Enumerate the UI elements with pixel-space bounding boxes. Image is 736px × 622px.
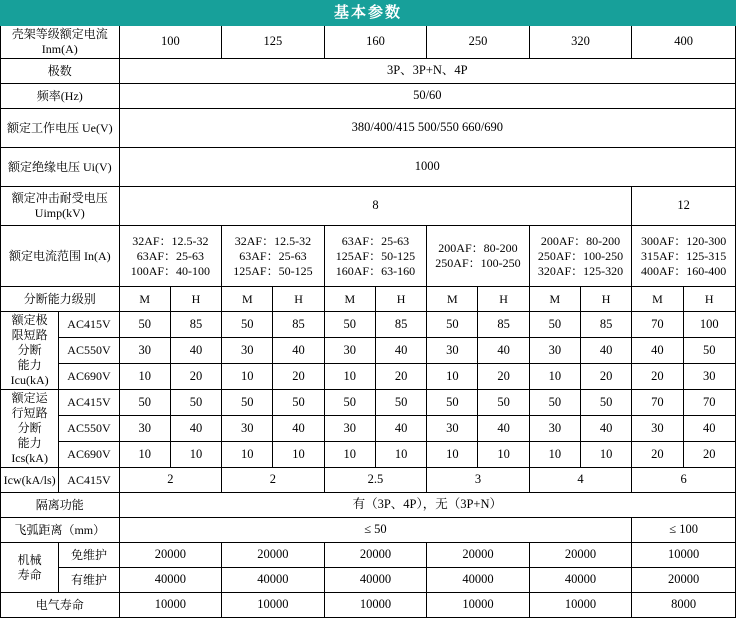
ics-ac550-c4: 30: [324, 416, 375, 442]
working-voltage-value: 380/400/415 500/550 660/690: [119, 109, 735, 148]
elec-life-400: 8000: [632, 593, 736, 618]
ics-ac550-c0: 30: [119, 416, 170, 442]
icu-ac690-c0: 10: [119, 364, 170, 390]
ics-ac415-c9: 50: [581, 390, 632, 416]
ics-ac550-c3: 40: [273, 416, 324, 442]
icw-160: 2.5: [324, 468, 427, 493]
insulation-voltage-value: 1000: [119, 148, 735, 187]
ics-ac550-c2: 30: [222, 416, 273, 442]
ics-ac690-label: AC690V: [59, 442, 119, 468]
arc-distance-right: ≤ 100: [632, 518, 736, 543]
mech-maint-400: 20000: [632, 568, 736, 593]
ics-ac690-c9: 10: [581, 442, 632, 468]
icw-125: 2: [222, 468, 325, 493]
table-row: [1, 226, 736, 287]
icu-ac415-label: AC415V: [59, 312, 119, 338]
grade-m-160: M: [324, 287, 375, 312]
ics-ac690-c1: 10: [170, 442, 221, 468]
icu-ac550-c7: 40: [478, 338, 529, 364]
row-label-arc-distance: 飞弧距离（mm）: [1, 518, 120, 543]
current-range-125: 32AF：12.5-32 63AF：25-63 125AF：50-125: [222, 226, 325, 287]
row-label-insulation-voltage: 额定绝缘电压 Ui(V): [1, 148, 120, 187]
ics-ac415-c5: 50: [375, 390, 426, 416]
ics-ac690-c3: 10: [273, 442, 324, 468]
row-label-frame-current: 壳架等级额定电流 Inm(A): [1, 26, 120, 59]
icu-ac415-c4: 50: [324, 312, 375, 338]
table-row: [1, 312, 736, 338]
current-range-320: 200AF：80-200 250AF：100-250 320AF：125-320: [529, 226, 632, 287]
mech-maint-160: 40000: [324, 568, 427, 593]
table-row: [1, 26, 736, 59]
table-row: [1, 287, 736, 312]
mech-maint-125: 40000: [222, 568, 325, 593]
frame-current-250: 250: [427, 26, 530, 59]
icw-400: 6: [632, 468, 736, 493]
current-range-100: 32AF：12.5-32 63AF：25-63 100AF：40-100: [119, 226, 222, 287]
icu-ac690-c7: 20: [478, 364, 529, 390]
icu-ac550-c3: 40: [273, 338, 324, 364]
ics-ac550-c5: 40: [375, 416, 426, 442]
icu-ac550-c10: 40: [632, 338, 683, 364]
table-row: [1, 468, 736, 493]
mech-maint-320: 40000: [529, 568, 632, 593]
icu-ac550-c11: 50: [683, 338, 735, 364]
grade-m-250: M: [427, 287, 478, 312]
icu-ac415-c10: 70: [632, 312, 683, 338]
ics-ac415-c8: 50: [529, 390, 580, 416]
icu-ac690-c2: 10: [222, 364, 273, 390]
ics-ac690-c6: 10: [427, 442, 478, 468]
row-label-icw: Icw(kA/ls): [1, 468, 59, 493]
icu-ac550-c8: 30: [529, 338, 580, 364]
table-row: [1, 338, 736, 364]
mech-free-160: 20000: [324, 543, 427, 568]
mech-free-125: 20000: [222, 543, 325, 568]
frame-current-320: 320: [529, 26, 632, 59]
row-label-icu: 额定极 限短路 分断 能力 Icu(kA): [1, 312, 59, 390]
table-row: [1, 568, 736, 593]
ics-ac690-c8: 10: [529, 442, 580, 468]
impulse-voltage-right: 12: [632, 187, 736, 226]
grade-m-100: M: [119, 287, 170, 312]
mech-free-250: 20000: [427, 543, 530, 568]
grade-h-320: H: [581, 287, 632, 312]
icu-ac415-c9: 85: [581, 312, 632, 338]
frame-current-100: 100: [119, 26, 222, 59]
ics-ac690-c10: 20: [632, 442, 683, 468]
icu-ac415-c5: 85: [375, 312, 426, 338]
ics-ac415-c10: 70: [632, 390, 683, 416]
elec-life-250: 10000: [427, 593, 530, 618]
row-label-ics: 额定运 行短路 分断 能力 Ics(kA): [1, 390, 59, 468]
ics-ac690-c5: 10: [375, 442, 426, 468]
icu-ac550-label: AC550V: [59, 338, 119, 364]
icu-ac690-c5: 20: [375, 364, 426, 390]
mech-free-400: 10000: [632, 543, 736, 568]
ics-ac690-c2: 10: [222, 442, 273, 468]
grade-m-125: M: [222, 287, 273, 312]
maintenance-free-label: 免维护: [59, 543, 119, 568]
ics-ac415-c2: 50: [222, 390, 273, 416]
table-row: [1, 518, 736, 543]
ics-ac690-c0: 10: [119, 442, 170, 468]
row-label-impulse-voltage: 额定冲击耐受电压 Uimp(kV): [1, 187, 120, 226]
mech-maint-250: 40000: [427, 568, 530, 593]
icu-ac550-c4: 30: [324, 338, 375, 364]
isolation-value: 有（3P、4P），无（3P+N）: [119, 493, 735, 518]
frame-current-160: 160: [324, 26, 427, 59]
row-label-breaking-grade: 分断能力级别: [1, 287, 120, 312]
grade-h-400: H: [683, 287, 735, 312]
row-label-frequency: 频率(Hz): [1, 84, 120, 109]
table-row: [1, 1, 736, 26]
ics-ac550-c7: 40: [478, 416, 529, 442]
ics-ac415-label: AC415V: [59, 390, 119, 416]
icu-ac415-c1: 85: [170, 312, 221, 338]
icu-ac415-c2: 50: [222, 312, 273, 338]
ics-ac415-c11: 70: [683, 390, 735, 416]
ics-ac550-c9: 40: [581, 416, 632, 442]
icw-320: 4: [529, 468, 632, 493]
current-range-250: 200AF：80-200 250AF：100-250: [427, 226, 530, 287]
table-row: [1, 59, 736, 84]
elec-life-160: 10000: [324, 593, 427, 618]
icu-ac550-c0: 30: [119, 338, 170, 364]
icu-ac415-c6: 50: [427, 312, 478, 338]
ics-ac415-c6: 50: [427, 390, 478, 416]
ics-ac415-c3: 50: [273, 390, 324, 416]
grade-m-320: M: [529, 287, 580, 312]
frequency-value: 50/60: [119, 84, 735, 109]
ics-ac550-c1: 40: [170, 416, 221, 442]
icw-100: 2: [119, 468, 222, 493]
ics-ac550-c6: 30: [427, 416, 478, 442]
ics-ac690-c7: 10: [478, 442, 529, 468]
ics-ac415-c0: 50: [119, 390, 170, 416]
icu-ac550-c1: 40: [170, 338, 221, 364]
ics-ac550-c8: 30: [529, 416, 580, 442]
grade-h-250: H: [478, 287, 529, 312]
icw-ac415-label: AC415V: [59, 468, 119, 493]
table-row: [1, 187, 736, 226]
grade-h-100: H: [170, 287, 221, 312]
ics-ac550-c11: 40: [683, 416, 735, 442]
icu-ac690-c9: 20: [581, 364, 632, 390]
icu-ac690-c3: 20: [273, 364, 324, 390]
row-label-working-voltage: 额定工作电压 Ue(V): [1, 109, 120, 148]
impulse-voltage-left: 8: [119, 187, 632, 226]
with-maintenance-label: 有维护: [59, 568, 119, 593]
ics-ac690-c11: 20: [683, 442, 735, 468]
table-row: [1, 148, 736, 187]
ics-ac415-c7: 50: [478, 390, 529, 416]
icw-250: 3: [427, 468, 530, 493]
ics-ac415-c4: 50: [324, 390, 375, 416]
icu-ac550-c9: 40: [581, 338, 632, 364]
frame-current-400: 400: [632, 26, 736, 59]
mech-maint-100: 40000: [119, 568, 222, 593]
row-label-electrical-life: 电气寿命: [1, 593, 120, 618]
poles-value: 3P、3P+N、4P: [119, 59, 735, 84]
icu-ac550-c5: 40: [375, 338, 426, 364]
icu-ac690-c6: 10: [427, 364, 478, 390]
ics-ac550-c10: 30: [632, 416, 683, 442]
table-row: [1, 390, 736, 416]
row-label-mech-life: 机械 寿命: [1, 543, 59, 593]
table-row: [1, 493, 736, 518]
arc-distance-left: ≤ 50: [119, 518, 632, 543]
table-title: 基本参数: [1, 1, 736, 26]
elec-life-125: 10000: [222, 593, 325, 618]
row-label-current-range: 额定电流范围 In(A): [1, 226, 120, 287]
table-row: [1, 364, 736, 390]
ics-ac415-c1: 50: [170, 390, 221, 416]
mech-free-100: 20000: [119, 543, 222, 568]
icu-ac415-c0: 50: [119, 312, 170, 338]
ics-ac690-c4: 10: [324, 442, 375, 468]
icu-ac690-c8: 10: [529, 364, 580, 390]
icu-ac690-c1: 20: [170, 364, 221, 390]
table-row: [1, 543, 736, 568]
table-row: [1, 416, 736, 442]
ics-ac550-label: AC550V: [59, 416, 119, 442]
table-row: [1, 593, 736, 618]
icu-ac415-c11: 100: [683, 312, 735, 338]
table-row: [1, 442, 736, 468]
row-label-poles: 极数: [1, 59, 120, 84]
elec-life-100: 10000: [119, 593, 222, 618]
icu-ac690-label: AC690V: [59, 364, 119, 390]
table-row: [1, 84, 736, 109]
icu-ac690-c10: 20: [632, 364, 683, 390]
current-range-400: 300AF：120-300 315AF：125-315 400AF：160-400: [632, 226, 736, 287]
grade-h-125: H: [273, 287, 324, 312]
icu-ac415-c3: 85: [273, 312, 324, 338]
row-label-isolation: 隔离功能: [1, 493, 120, 518]
frame-current-125: 125: [222, 26, 325, 59]
icu-ac550-c2: 30: [222, 338, 273, 364]
table-row: [1, 109, 736, 148]
icu-ac690-c4: 10: [324, 364, 375, 390]
grade-h-160: H: [375, 287, 426, 312]
icu-ac415-c7: 85: [478, 312, 529, 338]
current-range-160: 63AF：25-63 125AF：50-125 160AF：63-160: [324, 226, 427, 287]
icu-ac550-c6: 30: [427, 338, 478, 364]
icu-ac690-c11: 30: [683, 364, 735, 390]
elec-life-320: 10000: [529, 593, 632, 618]
grade-m-400: M: [632, 287, 683, 312]
mech-free-320: 20000: [529, 543, 632, 568]
icu-ac415-c8: 50: [529, 312, 580, 338]
